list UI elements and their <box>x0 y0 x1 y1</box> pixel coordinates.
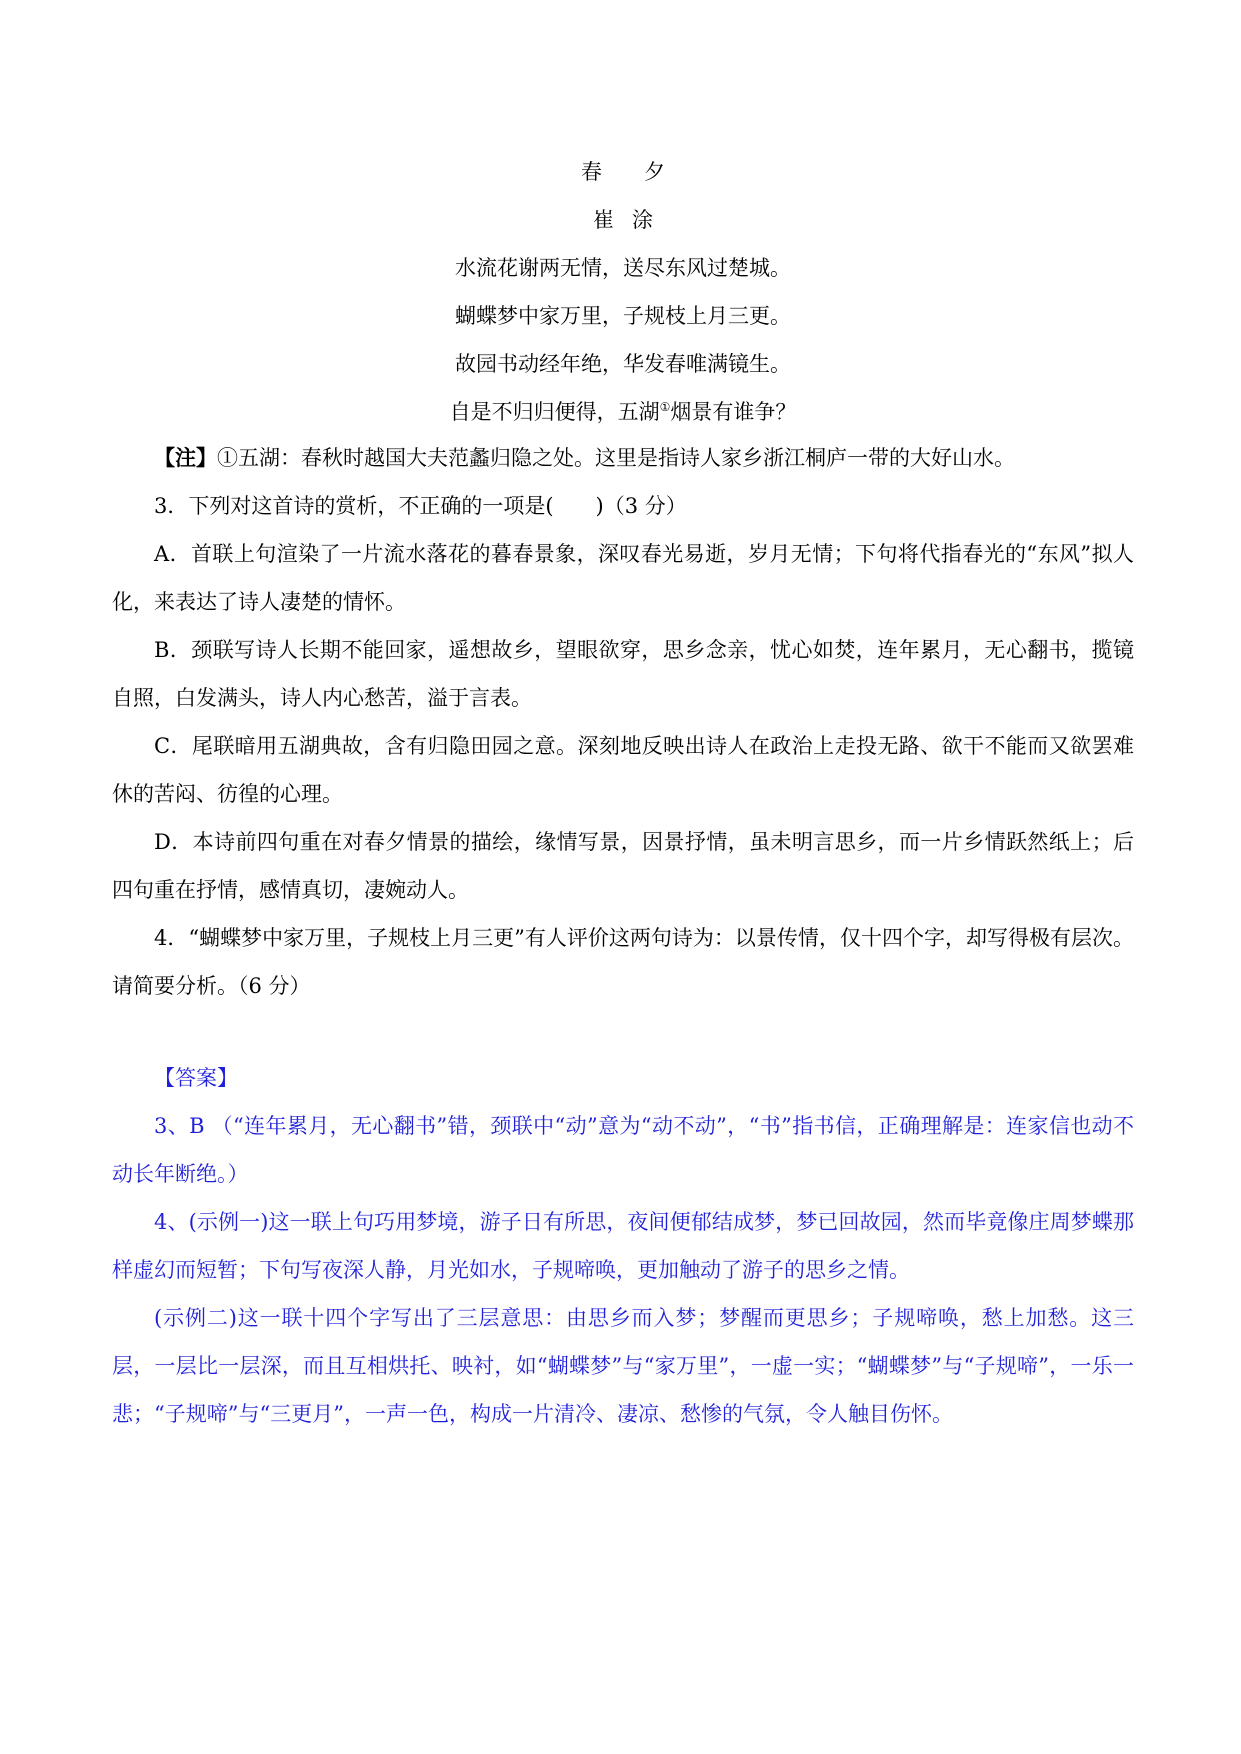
footnote-text: ①五湖：春秋时越国大夫范蠡归隐之处。这里是指诗人家乡浙江桐庐一带的大好山水。 <box>217 446 1015 470</box>
document-page <box>112 150 1134 1438</box>
poem-author-right: 涂 <box>632 208 653 232</box>
poem-line-4-after: 烟景有谁争？ <box>670 400 797 424</box>
footnote-label: 【注】 <box>154 445 217 470</box>
poem-line-2: 蝴蝶梦中家万里，子规枝上月三更。 <box>455 304 791 328</box>
poem-title <box>112 158 1134 186</box>
poem-line-4-before: 自是不归归便得，五湖 <box>449 400 660 424</box>
footnote <box>112 434 1134 482</box>
option-d: D．本诗前四句重在对春夕情景的描绘，缘情写景，因景抒情，虽未明言思乡，而一片乡情跃然纸上；后四句重在抒情，感情真切，凄婉动人。 <box>112 830 1134 902</box>
question-3: 3．下列对这首诗的赏析，不正确的一项是( )（3 分） <box>154 494 687 518</box>
answer-4-example-2: (示例二)这一联十四个字写出了三层意思：由思乡而入梦；梦醒而更思乡；子规啼唤，愁上加愁。这三层，一层比一层深，而且互相烘托、映衬，如“蝴蝶梦”与“家万里”，一虚一实；“蝴蝶梦”与“子规啼”，一乐一悲；“子规啼”与“三更月”，一声一色，构成一片清冷、凄凉、愁惨的气氛，令人触目伤怀。 <box>112 1306 1134 1426</box>
poem-author-left: 崔 <box>593 208 614 232</box>
option-c: C．尾联暗用五湖典故，含有归隐田园之意。深刻地反映出诗人在政治上走投无路、欲干不能而又欲罢难休的苦闷、彷徨的心理。 <box>112 734 1134 806</box>
answer-4-example-1: 4、(示例一)这一联上句巧用梦境，游子日有所思，夜间便郁结成梦，梦已回故园，然而毕竟像庄周梦蝶那样虚幻而短暂；下句写夜深人静，月光如水，子规啼唤，更加触动了游子的思乡之情。 <box>112 1210 1134 1282</box>
footnote-marker: ① <box>659 400 671 414</box>
poem-author <box>112 206 1134 234</box>
poem-title-right: 夕 <box>644 160 665 184</box>
question-4: 4．“蝴蝶梦中家万里，子规枝上月三更”有人评价这两句诗为：以景传情，仅十四个字，却写得极有层次。请简要分析。（6 分） <box>112 926 1134 998</box>
poem-title-left: 春 <box>581 160 602 184</box>
poem-line-4 <box>112 398 1134 426</box>
poem-line-1: 水流花谢两无情，送尽东风过楚城。 <box>455 256 791 280</box>
answer-heading: 【答案】 <box>154 1066 238 1090</box>
option-b: B．颈联写诗人长期不能回家，遥想故乡，望眼欲穿，思乡念亲，忧心如焚，连年累月，无心翻书，揽镜自照，白发满头，诗人内心愁苦，溢于言表。 <box>112 638 1134 710</box>
poem-line-3: 故园书动经年绝，华发春唯满镜生。 <box>455 352 791 376</box>
option-a: A．首联上句渲染了一片流水落花的暮春景象，深叹春光易逝，岁月无情；下句将代指春光的“东风”拟人化，来表达了诗人凄楚的情怀。 <box>112 542 1134 614</box>
answer-3: 3、B （“连年累月，无心翻书”错，颈联中“动”意为“动不动”，“书”指书信，正确理解是：连家信也动不动长年断绝。） <box>112 1114 1134 1186</box>
section-spacer <box>112 1010 1134 1054</box>
